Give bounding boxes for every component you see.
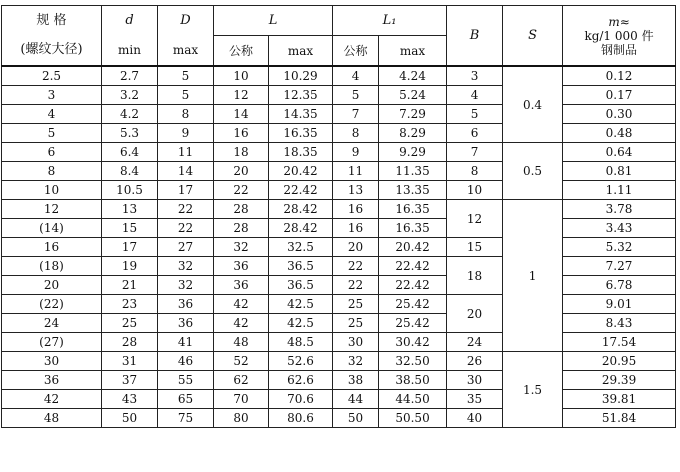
cell-spec: (22) — [2, 295, 102, 314]
cell-b: 7 — [447, 143, 503, 162]
cell-l1-nom: 32 — [333, 352, 379, 371]
cell-spec: 8 — [2, 162, 102, 181]
cell-d: 32 — [158, 276, 214, 295]
table-row — [2, 86, 676, 105]
table-row — [2, 314, 676, 333]
cell-spec: 36 — [2, 371, 102, 390]
cell-l-max: 80.6 — [269, 409, 333, 428]
cell-l1-nom: 22 — [333, 257, 379, 276]
cell-m: 8.43 — [563, 314, 676, 333]
cell-l-max: 18.35 — [269, 143, 333, 162]
cell-l1-nom: 16 — [333, 200, 379, 219]
cell-l1-max: 9.29 — [379, 143, 447, 162]
cell-l-nom: 36 — [214, 257, 269, 276]
cell-b: 24 — [447, 333, 503, 352]
cell-l1-nom: 5 — [333, 86, 379, 105]
cell-m: 7.27 — [563, 257, 676, 276]
cell-m: 9.01 — [563, 295, 676, 314]
cell-l1-nom: 44 — [333, 390, 379, 409]
cell-l-nom: 14 — [214, 105, 269, 124]
cell-d: 23 — [102, 295, 158, 314]
cell-l-max: 20.42 — [269, 162, 333, 181]
header-L: L — [214, 6, 333, 36]
cell-l1-max: 22.42 — [379, 257, 447, 276]
cell-d: 11 — [158, 143, 214, 162]
cell-l-max: 28.42 — [269, 219, 333, 238]
cell-l1-max: 38.50 — [379, 371, 447, 390]
cell-l1-nom: 25 — [333, 314, 379, 333]
cell-l-nom: 48 — [214, 333, 269, 352]
cell-l1-max: 20.42 — [379, 238, 447, 257]
cell-d: 5 — [158, 66, 214, 86]
table-row — [2, 143, 676, 162]
cell-d: 46 — [158, 352, 214, 371]
cell-b: 40 — [447, 409, 503, 428]
cell-l1-max: 32.50 — [379, 352, 447, 371]
cell-b: 4 — [447, 86, 503, 105]
cell-l-nom: 42 — [214, 314, 269, 333]
cell-m: 17.54 — [563, 333, 676, 352]
cell-d: 55 — [158, 371, 214, 390]
cell-spec: 48 — [2, 409, 102, 428]
cell-d: 5 — [158, 86, 214, 105]
cell-s: 0.5 — [503, 143, 563, 200]
cell-l-max: 22.42 — [269, 181, 333, 200]
cell-d: 19 — [102, 257, 158, 276]
cell-d: 2.7 — [102, 66, 158, 86]
cell-l-max: 32.5 — [269, 238, 333, 257]
cell-l-nom: 20 — [214, 162, 269, 181]
cell-l-nom: 16 — [214, 124, 269, 143]
cell-b: 10 — [447, 181, 503, 200]
cell-l1-nom: 22 — [333, 276, 379, 295]
cell-d: 43 — [102, 390, 158, 409]
cell-l1-max: 22.42 — [379, 276, 447, 295]
cell-l1-max: 4.24 — [379, 66, 447, 86]
cell-d: 75 — [158, 409, 214, 428]
cell-b: 30 — [447, 371, 503, 390]
header-L-nom: 公称 — [214, 36, 269, 67]
cell-l1-nom: 38 — [333, 371, 379, 390]
cell-d: 14 — [158, 162, 214, 181]
cell-d: 8.4 — [102, 162, 158, 181]
cell-l-nom: 32 — [214, 238, 269, 257]
header-L1: L₁ — [333, 6, 447, 36]
cell-d: 25 — [102, 314, 158, 333]
cell-l1-max: 11.35 — [379, 162, 447, 181]
spec-table — [1, 5, 676, 428]
cell-d: 17 — [158, 181, 214, 200]
cell-l1-nom: 25 — [333, 295, 379, 314]
table-row — [2, 181, 676, 200]
cell-b: 8 — [447, 162, 503, 181]
cell-l-nom: 22 — [214, 181, 269, 200]
cell-spec: (27) — [2, 333, 102, 352]
cell-l-nom: 42 — [214, 295, 269, 314]
table-row — [2, 238, 676, 257]
cell-l1-max: 16.35 — [379, 200, 447, 219]
header-m-line3: 钢制品 — [601, 42, 638, 57]
cell-spec: 30 — [2, 352, 102, 371]
header-S: S — [503, 6, 563, 67]
cell-m: 5.32 — [563, 238, 676, 257]
cell-d: 6.4 — [102, 143, 158, 162]
cell-spec: 10 — [2, 181, 102, 200]
table-row — [2, 162, 676, 181]
cell-d: 32 — [158, 257, 214, 276]
table-row — [2, 390, 676, 409]
cell-b: 5 — [447, 105, 503, 124]
cell-d: 36 — [158, 295, 214, 314]
header-spec-sub — [2, 36, 102, 67]
header-m-line2: kg/1 000 件 — [584, 28, 654, 43]
table-row — [2, 257, 676, 276]
cell-l-nom: 36 — [214, 276, 269, 295]
header-spec-line1: 规 格 — [36, 12, 67, 28]
cell-l-max: 36.5 — [269, 257, 333, 276]
cell-l-nom: 12 — [214, 86, 269, 105]
cell-l1-max: 16.35 — [379, 219, 447, 238]
table-row — [2, 105, 676, 124]
table-row — [2, 409, 676, 428]
cell-spec: (14) — [2, 219, 102, 238]
cell-d: 27 — [158, 238, 214, 257]
cell-l1-max: 50.50 — [379, 409, 447, 428]
cell-spec: 24 — [2, 314, 102, 333]
cell-l-nom: 28 — [214, 219, 269, 238]
cell-spec: 3 — [2, 86, 102, 105]
cell-d: 41 — [158, 333, 214, 352]
header-B: B — [447, 6, 503, 67]
cell-b: 12 — [447, 200, 503, 238]
cell-spec: 42 — [2, 390, 102, 409]
cell-l-max: 52.6 — [269, 352, 333, 371]
cell-l1-nom: 20 — [333, 238, 379, 257]
cell-m: 3.43 — [563, 219, 676, 238]
cell-d: 50 — [102, 409, 158, 428]
cell-spec: 4 — [2, 105, 102, 124]
cell-m: 0.81 — [563, 162, 676, 181]
cell-l-max: 28.42 — [269, 200, 333, 219]
cell-l-nom: 80 — [214, 409, 269, 428]
table-row — [2, 333, 676, 352]
header-m-line1: m≈ — [608, 14, 630, 29]
cell-l-max: 14.35 — [269, 105, 333, 124]
cell-m: 0.17 — [563, 86, 676, 105]
header-m — [563, 6, 676, 67]
cell-b: 26 — [447, 352, 503, 371]
cell-m: 51.84 — [563, 409, 676, 428]
cell-l1-nom: 50 — [333, 409, 379, 428]
table-row — [2, 66, 676, 86]
header-d-sub: min — [102, 36, 158, 67]
cell-d: 37 — [102, 371, 158, 390]
cell-b: 6 — [447, 124, 503, 143]
cell-l-nom: 62 — [214, 371, 269, 390]
cell-d: 9 — [158, 124, 214, 143]
cell-l-nom: 10 — [214, 66, 269, 86]
cell-s: 1.5 — [503, 352, 563, 428]
cell-spec: 6 — [2, 143, 102, 162]
cell-l1-max: 44.50 — [379, 390, 447, 409]
cell-b: 18 — [447, 257, 503, 295]
cell-l-max: 48.5 — [269, 333, 333, 352]
cell-m: 0.12 — [563, 66, 676, 86]
cell-m: 39.81 — [563, 390, 676, 409]
cell-l-max: 10.29 — [269, 66, 333, 86]
table-row — [2, 219, 676, 238]
cell-m: 29.39 — [563, 371, 676, 390]
cell-d: 3.2 — [102, 86, 158, 105]
cell-m: 20.95 — [563, 352, 676, 371]
cell-d: 21 — [102, 276, 158, 295]
cell-s: 1 — [503, 200, 563, 352]
table-row — [2, 295, 676, 314]
cell-l-max: 36.5 — [269, 276, 333, 295]
cell-d: 13 — [102, 200, 158, 219]
cell-b: 35 — [447, 390, 503, 409]
cell-d: 15 — [102, 219, 158, 238]
cell-l1-nom: 7 — [333, 105, 379, 124]
cell-spec: 16 — [2, 238, 102, 257]
cell-s: 0.4 — [503, 66, 563, 143]
cell-m: 0.30 — [563, 105, 676, 124]
cell-d: 36 — [158, 314, 214, 333]
cell-spec: 2.5 — [2, 66, 102, 86]
header-d: d — [102, 6, 158, 36]
cell-d: 4.2 — [102, 105, 158, 124]
cell-l1-max: 25.42 — [379, 314, 447, 333]
cell-l-max: 12.35 — [269, 86, 333, 105]
cell-l1-nom: 16 — [333, 219, 379, 238]
header-L1-nom: 公称 — [333, 36, 379, 67]
cell-d: 22 — [158, 219, 214, 238]
cell-d: 17 — [102, 238, 158, 257]
table-row — [2, 200, 676, 219]
header-D: D — [158, 6, 214, 36]
cell-l-nom: 18 — [214, 143, 269, 162]
header-L-max: max — [269, 36, 333, 67]
cell-l-max: 16.35 — [269, 124, 333, 143]
cell-l1-nom: 11 — [333, 162, 379, 181]
cell-b: 15 — [447, 238, 503, 257]
cell-spec: 12 — [2, 200, 102, 219]
cell-l1-max: 7.29 — [379, 105, 447, 124]
cell-l1-max: 8.29 — [379, 124, 447, 143]
cell-l1-max: 13.35 — [379, 181, 447, 200]
cell-d: 31 — [102, 352, 158, 371]
cell-d: 10.5 — [102, 181, 158, 200]
header-spec — [2, 6, 102, 36]
cell-spec: 20 — [2, 276, 102, 295]
cell-m: 0.48 — [563, 124, 676, 143]
cell-d: 28 — [102, 333, 158, 352]
cell-spec: 5 — [2, 124, 102, 143]
cell-b: 3 — [447, 66, 503, 86]
cell-l1-nom: 9 — [333, 143, 379, 162]
header-D-sub: max — [158, 36, 214, 67]
cell-d: 22 — [158, 200, 214, 219]
cell-l-nom: 52 — [214, 352, 269, 371]
cell-l-max: 42.5 — [269, 314, 333, 333]
cell-d: 5.3 — [102, 124, 158, 143]
cell-m: 1.11 — [563, 181, 676, 200]
cell-m: 0.64 — [563, 143, 676, 162]
cell-b: 20 — [447, 295, 503, 333]
header-spec-line2: (螺纹大径) — [20, 42, 83, 58]
cell-l-nom: 70 — [214, 390, 269, 409]
cell-d: 65 — [158, 390, 214, 409]
cell-l1-nom: 13 — [333, 181, 379, 200]
cell-l-max: 70.6 — [269, 390, 333, 409]
cell-spec: (18) — [2, 257, 102, 276]
cell-m: 6.78 — [563, 276, 676, 295]
cell-l1-nom: 8 — [333, 124, 379, 143]
cell-m: 3.78 — [563, 200, 676, 219]
cell-l1-nom: 30 — [333, 333, 379, 352]
cell-l-max: 42.5 — [269, 295, 333, 314]
cell-l-max: 62.6 — [269, 371, 333, 390]
table-row — [2, 352, 676, 371]
table-row — [2, 124, 676, 143]
cell-l1-max: 5.24 — [379, 86, 447, 105]
table-row — [2, 276, 676, 295]
cell-l1-max: 30.42 — [379, 333, 447, 352]
cell-l-nom: 28 — [214, 200, 269, 219]
table-row — [2, 371, 676, 390]
cell-l1-nom: 4 — [333, 66, 379, 86]
header-L1-max: max — [379, 36, 447, 67]
cell-l1-max: 25.42 — [379, 295, 447, 314]
table-body — [2, 66, 676, 428]
cell-d: 8 — [158, 105, 214, 124]
